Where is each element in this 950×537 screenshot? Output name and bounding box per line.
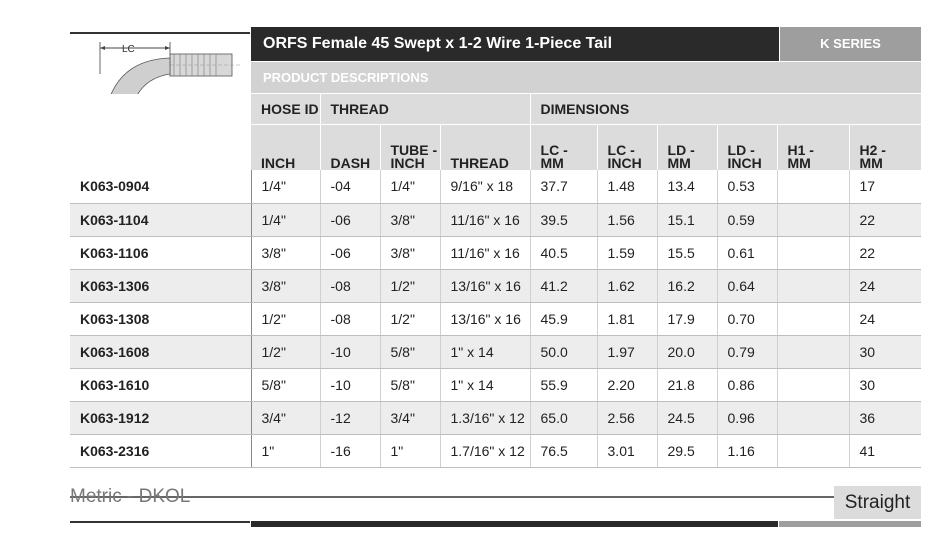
table-cell: 1/4" xyxy=(251,203,320,236)
table-cell: 20.0 xyxy=(657,335,717,368)
table-cell: 13/16" x 16 xyxy=(440,302,530,335)
table-cell: 1/2" xyxy=(380,269,440,302)
table-cell: 24 xyxy=(849,302,921,335)
part-number: K063-1106 xyxy=(70,236,251,269)
table-cell xyxy=(777,236,849,269)
table-row xyxy=(70,170,921,203)
table-cell: 1.59 xyxy=(597,236,657,269)
table-cell: 3/4" xyxy=(251,401,320,434)
table-cell: 5/8" xyxy=(380,335,440,368)
part-number: K063-1104 xyxy=(70,203,251,236)
table-cell: 13/16" x 16 xyxy=(440,269,530,302)
table-row xyxy=(70,269,921,302)
table-cell: 50.0 xyxy=(530,335,597,368)
table-row xyxy=(70,236,921,269)
table-cell: 29.5 xyxy=(657,434,717,467)
table-cell: 3/8" xyxy=(380,236,440,269)
product-descriptions-heading: PRODUCT DESCRIPTIONS xyxy=(251,62,921,93)
table-cell xyxy=(777,368,849,401)
table-cell: -12 xyxy=(320,401,380,434)
table-cell: 76.5 xyxy=(530,434,597,467)
table-cell: 40.5 xyxy=(530,236,597,269)
table-cell: 5/8" xyxy=(251,368,320,401)
table-row xyxy=(70,434,921,467)
table-cell: 22 xyxy=(849,203,921,236)
table-cell: 0.79 xyxy=(717,335,777,368)
footer-rule xyxy=(70,521,250,523)
table-cell: 9/16" x 18 xyxy=(440,170,530,203)
part-number: K063-1308 xyxy=(70,302,251,335)
table-cell: 1.48 xyxy=(597,170,657,203)
part-number: K063-1306 xyxy=(70,269,251,302)
col-header: LC - MM xyxy=(530,124,597,170)
col-header: INCH xyxy=(251,124,320,170)
table-cell: 17.9 xyxy=(657,302,717,335)
table-cell: 15.5 xyxy=(657,236,717,269)
table-cell xyxy=(777,335,849,368)
straight-badge: Straight xyxy=(834,486,921,519)
table-cell: 16.2 xyxy=(657,269,717,302)
diagram-spacer xyxy=(70,124,251,170)
diagram-spacer xyxy=(70,94,251,124)
table-cell: 3.01 xyxy=(597,434,657,467)
part-number: K063-1610 xyxy=(70,368,251,401)
table-cell: 65.0 xyxy=(530,401,597,434)
table-cell: 0.86 xyxy=(717,368,777,401)
table-cell: -06 xyxy=(320,203,380,236)
group-hose-id: HOSE ID xyxy=(251,94,320,124)
footer-bar-dark xyxy=(251,521,778,527)
table-cell: -08 xyxy=(320,302,380,335)
col-header: H1 - MM xyxy=(777,124,849,170)
table-cell xyxy=(777,170,849,203)
table-cell: 37.7 xyxy=(530,170,597,203)
table-cell: 1.7/16" x 12 xyxy=(440,434,530,467)
group-thread: THREAD xyxy=(320,94,530,124)
table-row xyxy=(70,368,921,401)
table-cell: 1/2" xyxy=(380,302,440,335)
table-cell: 1.3/16" x 12 xyxy=(440,401,530,434)
part-number: K063-1912 xyxy=(70,401,251,434)
table-cell: 15.1 xyxy=(657,203,717,236)
lc-label: LC xyxy=(122,44,135,55)
spec-table xyxy=(70,94,922,468)
table-cell: 1" x 14 xyxy=(440,335,530,368)
table-cell: 39.5 xyxy=(530,203,597,236)
table-cell: 1/2" xyxy=(251,335,320,368)
col-header: DASH xyxy=(320,124,380,170)
table-cell: 17 xyxy=(849,170,921,203)
table-cell: 24 xyxy=(849,269,921,302)
table-cell: 13.4 xyxy=(657,170,717,203)
table-cell: 5/8" xyxy=(380,368,440,401)
table-cell: -16 xyxy=(320,434,380,467)
col-header: LD - INCH xyxy=(717,124,777,170)
table-cell xyxy=(777,269,849,302)
table-cell xyxy=(777,302,849,335)
table-cell: 1" xyxy=(380,434,440,467)
table-cell: 1/4" xyxy=(380,170,440,203)
table-cell: 41.2 xyxy=(530,269,597,302)
table-cell: 1" xyxy=(251,434,320,467)
table-row xyxy=(70,302,921,335)
table-cell: 2.20 xyxy=(597,368,657,401)
table-cell: 45.9 xyxy=(530,302,597,335)
table-cell: 1.56 xyxy=(597,203,657,236)
table-cell: 1" x 14 xyxy=(440,368,530,401)
table-row xyxy=(70,335,921,368)
table-cell: 1.81 xyxy=(597,302,657,335)
table-cell: 21.8 xyxy=(657,368,717,401)
table-cell xyxy=(777,434,849,467)
table-cell: -10 xyxy=(320,335,380,368)
table-row xyxy=(70,203,921,236)
table-cell: 1.97 xyxy=(597,335,657,368)
table-cell: 36 xyxy=(849,401,921,434)
table-cell: 3/8" xyxy=(251,236,320,269)
table-cell: 0.53 xyxy=(717,170,777,203)
table-cell: 0.96 xyxy=(717,401,777,434)
product-title: ORFS Female 45 Swept x 1-2 Wire 1-Piece Tail xyxy=(251,27,779,61)
table-cell: -10 xyxy=(320,368,380,401)
part-number: K063-0904 xyxy=(70,170,251,203)
table-cell: -04 xyxy=(320,170,380,203)
table-cell: 41 xyxy=(849,434,921,467)
footer-bar-grey xyxy=(779,521,921,527)
metric-section-label: Metric - DKOL xyxy=(70,486,191,507)
table-bottom-rule xyxy=(70,496,921,498)
table-cell: 1/2" xyxy=(251,302,320,335)
group-dimensions: DIMENSIONS xyxy=(530,94,921,124)
table-cell xyxy=(777,203,849,236)
table-cell: 3/8" xyxy=(380,203,440,236)
table-cell: 30 xyxy=(849,335,921,368)
col-header: TUBE - INCH xyxy=(380,124,440,170)
table-cell: 24.5 xyxy=(657,401,717,434)
table-cell: 1.62 xyxy=(597,269,657,302)
series-badge: K SERIES xyxy=(780,27,921,61)
col-header: LD - MM xyxy=(657,124,717,170)
table-cell: 30 xyxy=(849,368,921,401)
part-number: K063-1608 xyxy=(70,335,251,368)
col-header: THREAD xyxy=(440,124,530,170)
table-cell: 3/8" xyxy=(251,269,320,302)
table-cell: 1/4" xyxy=(251,170,320,203)
table-cell: 55.9 xyxy=(530,368,597,401)
table-cell: 0.59 xyxy=(717,203,777,236)
table-cell: -06 xyxy=(320,236,380,269)
col-header: H2 - MM xyxy=(849,124,921,170)
table-cell: 2.56 xyxy=(597,401,657,434)
table-cell: 0.70 xyxy=(717,302,777,335)
table-cell: 0.64 xyxy=(717,269,777,302)
table-cell xyxy=(777,401,849,434)
table-cell: 11/16" x 16 xyxy=(440,203,530,236)
table-cell: 3/4" xyxy=(380,401,440,434)
table-cell: 0.61 xyxy=(717,236,777,269)
table-cell: 22 xyxy=(849,236,921,269)
col-header: LC - INCH xyxy=(597,124,657,170)
table-cell: -08 xyxy=(320,269,380,302)
table-cell: 1.16 xyxy=(717,434,777,467)
table-cell: 11/16" x 16 xyxy=(440,236,530,269)
part-number: K063-2316 xyxy=(70,434,251,467)
table-row xyxy=(70,401,921,434)
